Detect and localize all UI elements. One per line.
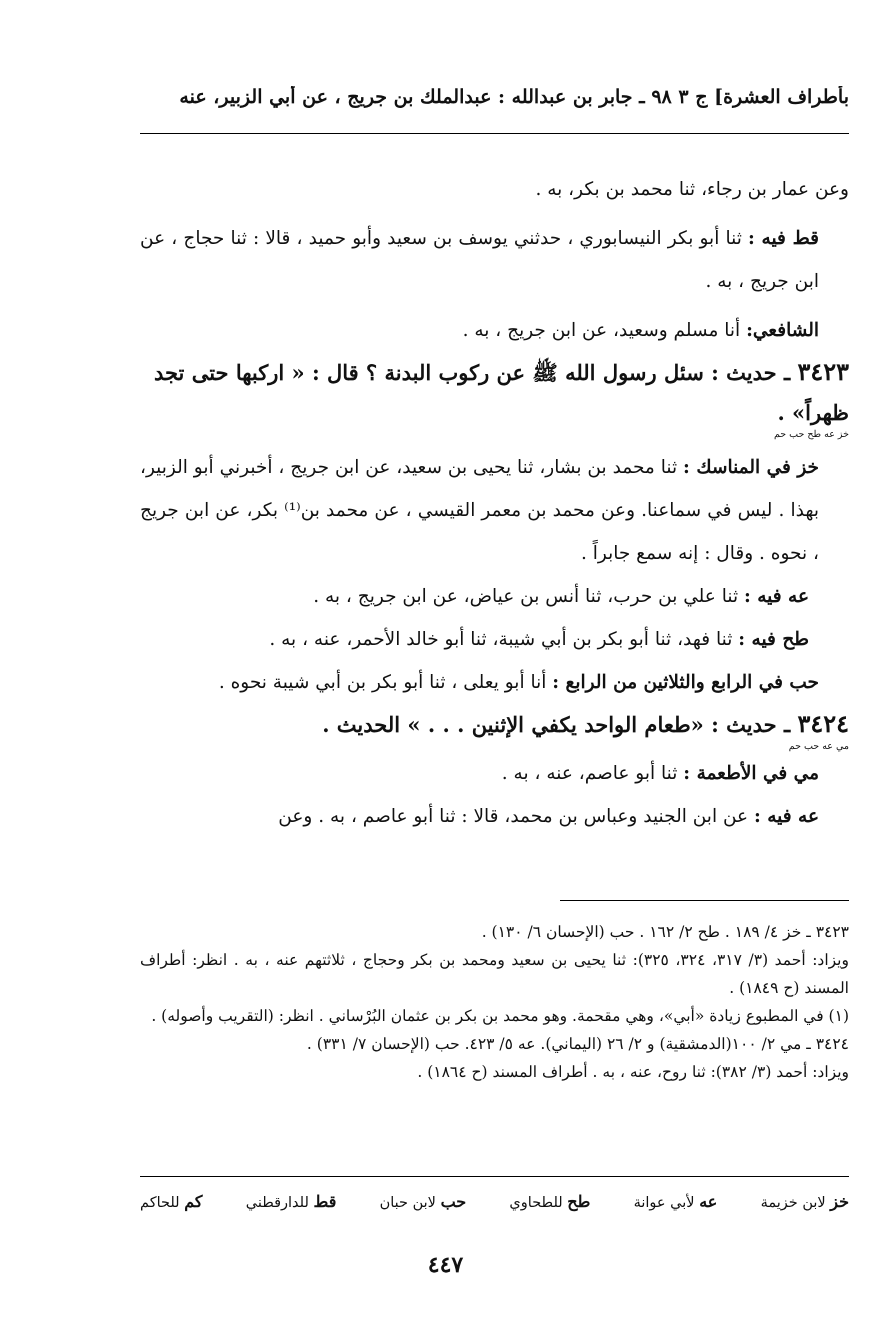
- footnote-rule: [560, 900, 849, 901]
- source-text: ثنا علي بن حرب، ثنا أنس بن عياض، عن ابن جريج ، به .: [313, 586, 744, 607]
- source-text: عن ابن الجنيد وعباس بن محمد، قالا : ثنا أبو عاصم ، به . وعن: [278, 806, 754, 827]
- source-label: عه فيه :: [753, 806, 819, 827]
- footnote: ويزاد: أحمد (٣/ ٣٨٢): ثنا روح، عنه ، به . أطراف المسند (ح ١٨٦٤) .: [417, 1063, 849, 1081]
- source-text: ثنا أبو عاصم، عنه ، به .: [501, 763, 684, 784]
- source-label: حب في الرابع والثلاثين من الرابع :: [552, 672, 819, 693]
- abbreviation-item: طح للطحاوي: [509, 1192, 591, 1211]
- source-text: ثنا فهد، ثنا أبو بكر بن أبي شيبة، ثنا أبو خالد الأحمر، عنه ، به .: [269, 629, 739, 650]
- paragraph-ah: [140, 575, 849, 618]
- source-text: ثنا محمد بن بشار، ثنا يحيى بن سعيد، عن ابن جريج ، أخبرني أبو الزبير، بهذا . ليس في سماعنا. وعن محمد بن معمر القيسي ، عن محمد بن⁽¹⁾ بكر، عن ابن جريج ، نحوه . وقال : إنه سمع جابراً .: [140, 457, 819, 564]
- source-label: الشافعي:: [746, 320, 819, 341]
- abbreviation-item: قط للدارقطني: [245, 1192, 337, 1211]
- paragraph-ah2: [140, 795, 849, 838]
- paragraph-shafii: [140, 309, 849, 352]
- hadith-3424: [140, 704, 849, 752]
- abbreviation-item: خز لابن خزيمة: [760, 1192, 849, 1211]
- paragraph-qt: [140, 217, 849, 303]
- source-label: طح فيه :: [738, 629, 809, 650]
- footnote: ويزاد: أحمد (٣/ ٣١٧، ٣٢٤، ٣٢٥): ثنا يحيى بن سعيد ومحمد بن بكر وحجاج ، ثلاثتهم عنه ، به . انظر: أطراف المسند (ح ١٨٤٩) .: [140, 951, 849, 997]
- paragraph-mi: [140, 752, 849, 795]
- abbreviation-rule: [140, 1176, 849, 1177]
- hadith-text: ـ حديث : «طعام الواحد يكفي الإثنين . . . » الحديث .: [322, 712, 798, 737]
- hadith-number: ٣٤٢٤: [797, 709, 849, 738]
- footnote: ٣٤٢٣ ـ خز ٤/ ١٨٩ . طح ٢/ ١٦٢ . حب (الإحسان ٦/ ١٣٠) .: [481, 923, 849, 941]
- source-label: مي في الأطعمة :: [683, 763, 819, 784]
- footnotes: [140, 918, 849, 1086]
- abbreviation-key: [140, 1192, 849, 1211]
- source-label: قط فيه :: [748, 228, 819, 249]
- abbreviation-item: حب لابن حبان: [379, 1192, 467, 1211]
- source-codes: مي عه حب حم: [788, 741, 849, 752]
- main-text: [140, 168, 849, 838]
- source-label: خز في المناسك :: [683, 457, 819, 478]
- abbreviation-item: عه لأبي عوانة: [633, 1192, 718, 1211]
- source-text: أنا أبو يعلى ، ثنا أبو بكر بن أبي شيبة نحوه .: [218, 672, 553, 693]
- abbreviation-item: كم للحاكم: [140, 1192, 203, 1211]
- source-label: عه فيه :: [743, 586, 809, 607]
- source-codes: خز عه طح حب حم: [773, 429, 849, 440]
- page-number: ٤٤٧: [427, 1252, 464, 1278]
- hadith-3423: [140, 352, 849, 440]
- hadith-number: ٣٤٢٣: [797, 357, 849, 386]
- text-line: وعن عمار بن رجاء، ثنا محمد بن بكر، به .: [535, 179, 849, 200]
- hadith-text: ـ حديث : سئل رسول الله ﷺ عن ركوب البدنة ؟ قال : « اركبها حتى تجد ظهراً» .: [153, 360, 849, 425]
- paragraph-th: [140, 618, 849, 661]
- running-header: بأطراف العشرة] ج ٣ ٩٨ ـ جابر بن عبدالله : عبدالملك بن جريج ، عن أبي الزبير، عنه: [179, 86, 849, 108]
- footnote: (١) في المطبوع زيادة «أبي»، وهي مقحمة. وهو محمد بن بكر بن عثمان البُرْساني . انظر: (التقريب وأصوله) .: [151, 1007, 849, 1025]
- source-text: ثنا أبو بكر النيسابوري ، حدثني يوسف بن سعيد وأبو حميد ، قالا : ثنا حجاج ، عن ابن جريج ، به .: [140, 228, 819, 292]
- footnote: ٣٤٢٤ ـ مي ٢/ ١٠٠(الدمشقية) و ٢/ ٢٦ (اليماني). عه ٥/ ٤٢٣. حب (الإحسان ٧/ ٣٣١) .: [306, 1035, 849, 1053]
- paragraph-kh: [140, 446, 849, 575]
- header-rule: [140, 133, 849, 134]
- paragraph-hb: [140, 661, 849, 704]
- source-text: أنا مسلم وسعيد، عن ابن جريج ، به .: [462, 320, 747, 341]
